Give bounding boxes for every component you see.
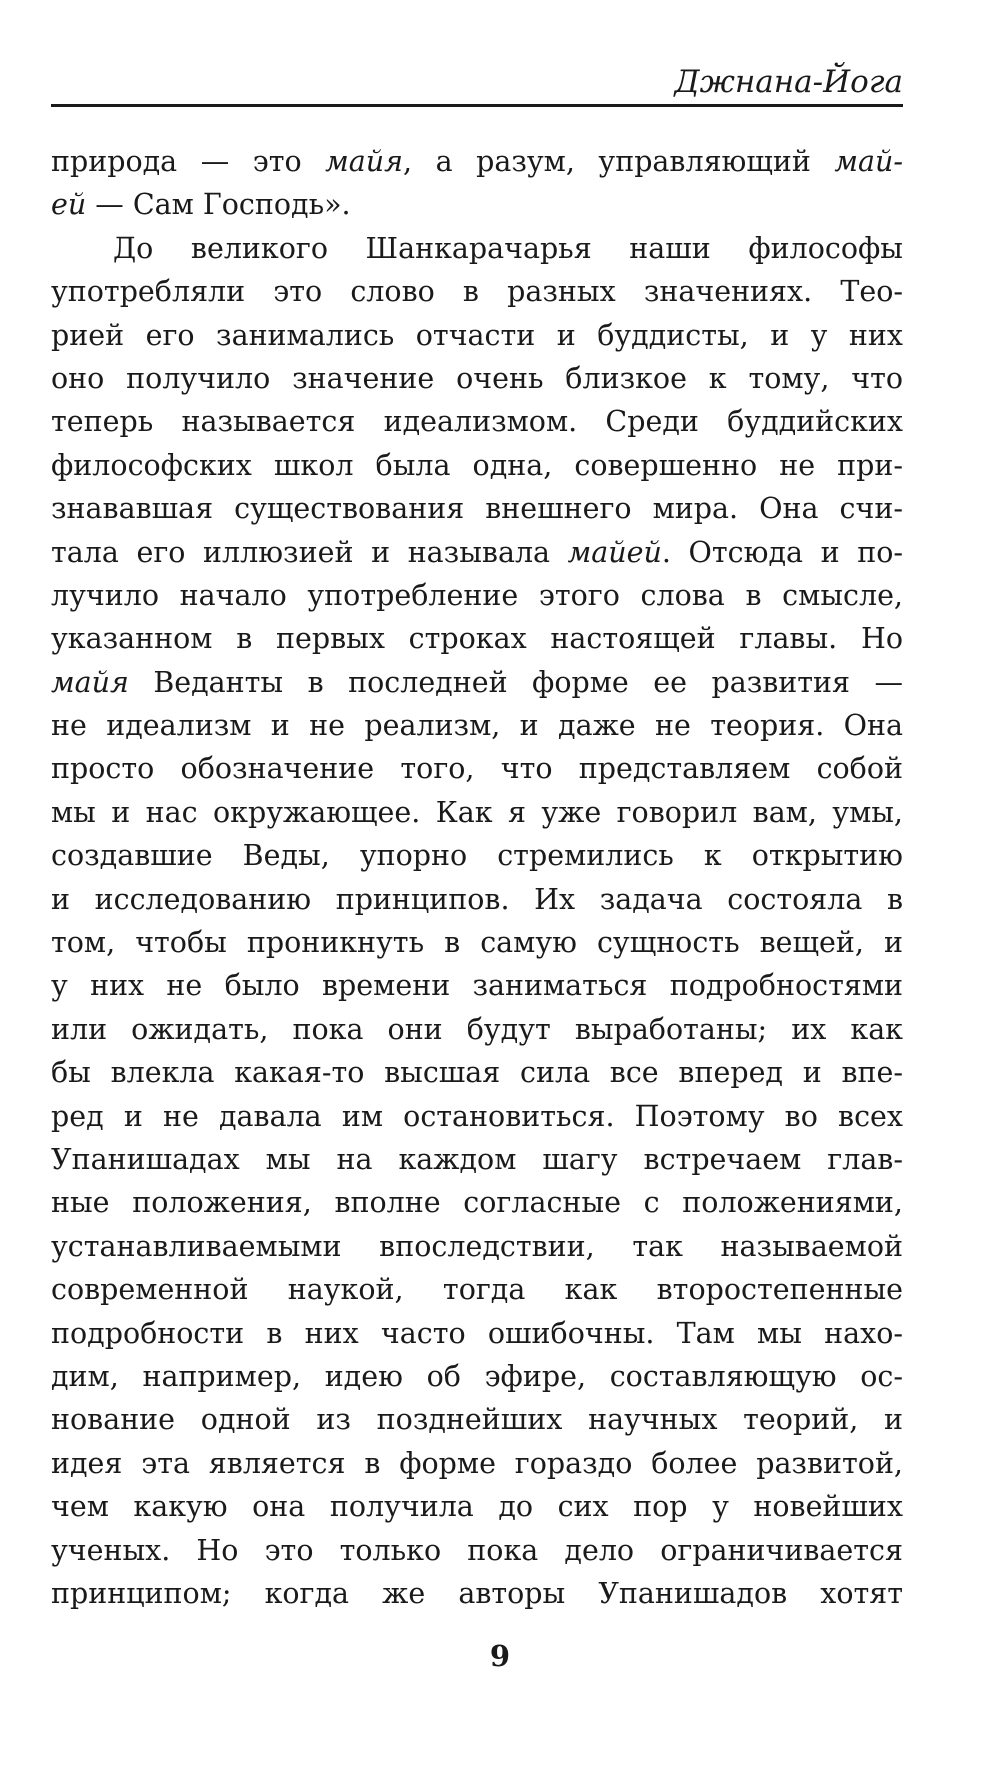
text-line: чем какую она получила до сих пор у новейших [51, 1490, 903, 1524]
text-run: , а разум, управляющий [403, 145, 835, 178]
text-line: ученых. Но это только пока дело ограничивается [51, 1533, 903, 1567]
text-line: принципом; когда же авторы Упанишадов хотят [51, 1576, 903, 1610]
text-run: Веданты в последней форме ее развития — [128, 665, 903, 699]
text-line: идея эта является в форме гораздо более развитой, [51, 1446, 903, 1480]
text-line: и исследованию принципов. Их задача состояла в [51, 882, 903, 916]
text-run: природа — это [51, 145, 326, 178]
text-line: или ожидать, пока они будут выработаны; их как [51, 1012, 903, 1046]
text-line: современной наукой, тогда как второстепенные [51, 1273, 903, 1307]
text-line: ред и не давала им остановиться. Поэтому во всех [51, 1099, 903, 1133]
text-line: подробности в них часто ошибочны. Там мы нахо- [51, 1316, 903, 1350]
text-line: дим, например, идею об эфире, составляющую ос- [51, 1359, 903, 1393]
text-line [51, 661, 903, 704]
text-line: философских школ была одна, совершенно не при- [51, 448, 903, 482]
text-line: оно получило значение очень близкое к тому, что [51, 361, 903, 395]
italic-term: ей [51, 188, 87, 222]
text-line: До великого Шанкарачарья наши философы [113, 231, 903, 265]
text-line: мы и нас окружающее. Как я уже говорил вам, умы, [51, 795, 903, 829]
text-line: создавшие Веды, упорно стремились к открытию [51, 839, 903, 873]
italic-term: май- [834, 145, 903, 178]
text-run: тала его иллюзией и называла [51, 535, 568, 569]
text-line: Упанишадах мы на каждом шагу встречаем глав- [51, 1142, 903, 1176]
text-line: бы влекла какая-то высшая сила все вперед и впе- [51, 1056, 903, 1090]
text-line: лучило начало употребление этого слова в смысле, [51, 578, 903, 612]
text-run: — Сам Господь». [86, 188, 351, 222]
italic-term: майей [567, 535, 662, 569]
text-line [51, 531, 903, 574]
text-line: просто обозначение того, что представляем собой [51, 752, 903, 786]
page-number: 9 [489, 1639, 511, 1673]
text-line: употребляли это слово в разных значениях. Тео- [51, 275, 903, 309]
text-line: не идеализм и не реализм, и даже не теория. Она [51, 709, 903, 743]
text-line: теперь называется идеализмом. Среди буддийских [51, 405, 903, 439]
text-line: у них не было времени заниматься подробностями [51, 969, 903, 1003]
running-title: Джнана-Йога [674, 64, 903, 100]
text-line: нование одной из позднейших научных теорий, и [51, 1403, 903, 1437]
italic-term: майя [51, 665, 129, 699]
text-run: . Отсюда и по- [661, 535, 903, 569]
text-line: рией его занимались отчасти и буддисты, и у них [51, 318, 903, 352]
text-line: знававшая существования внешнего мира. Она счи- [51, 492, 903, 526]
text-line: устанавливаемыми впоследствии, так называемой [51, 1229, 903, 1263]
text-line [51, 183, 903, 226]
running-header [51, 60, 903, 107]
text-line [51, 140, 903, 183]
text-line: том, чтобы проникнуть в самую сущность вещей, и [51, 926, 903, 960]
text-line: указанном в первых строках настоящей главы. Но [51, 622, 903, 656]
page-text [51, 140, 903, 1615]
text-line: ные положения, вполне согласные с положениями, [51, 1186, 903, 1220]
italic-term: майя [325, 145, 404, 178]
